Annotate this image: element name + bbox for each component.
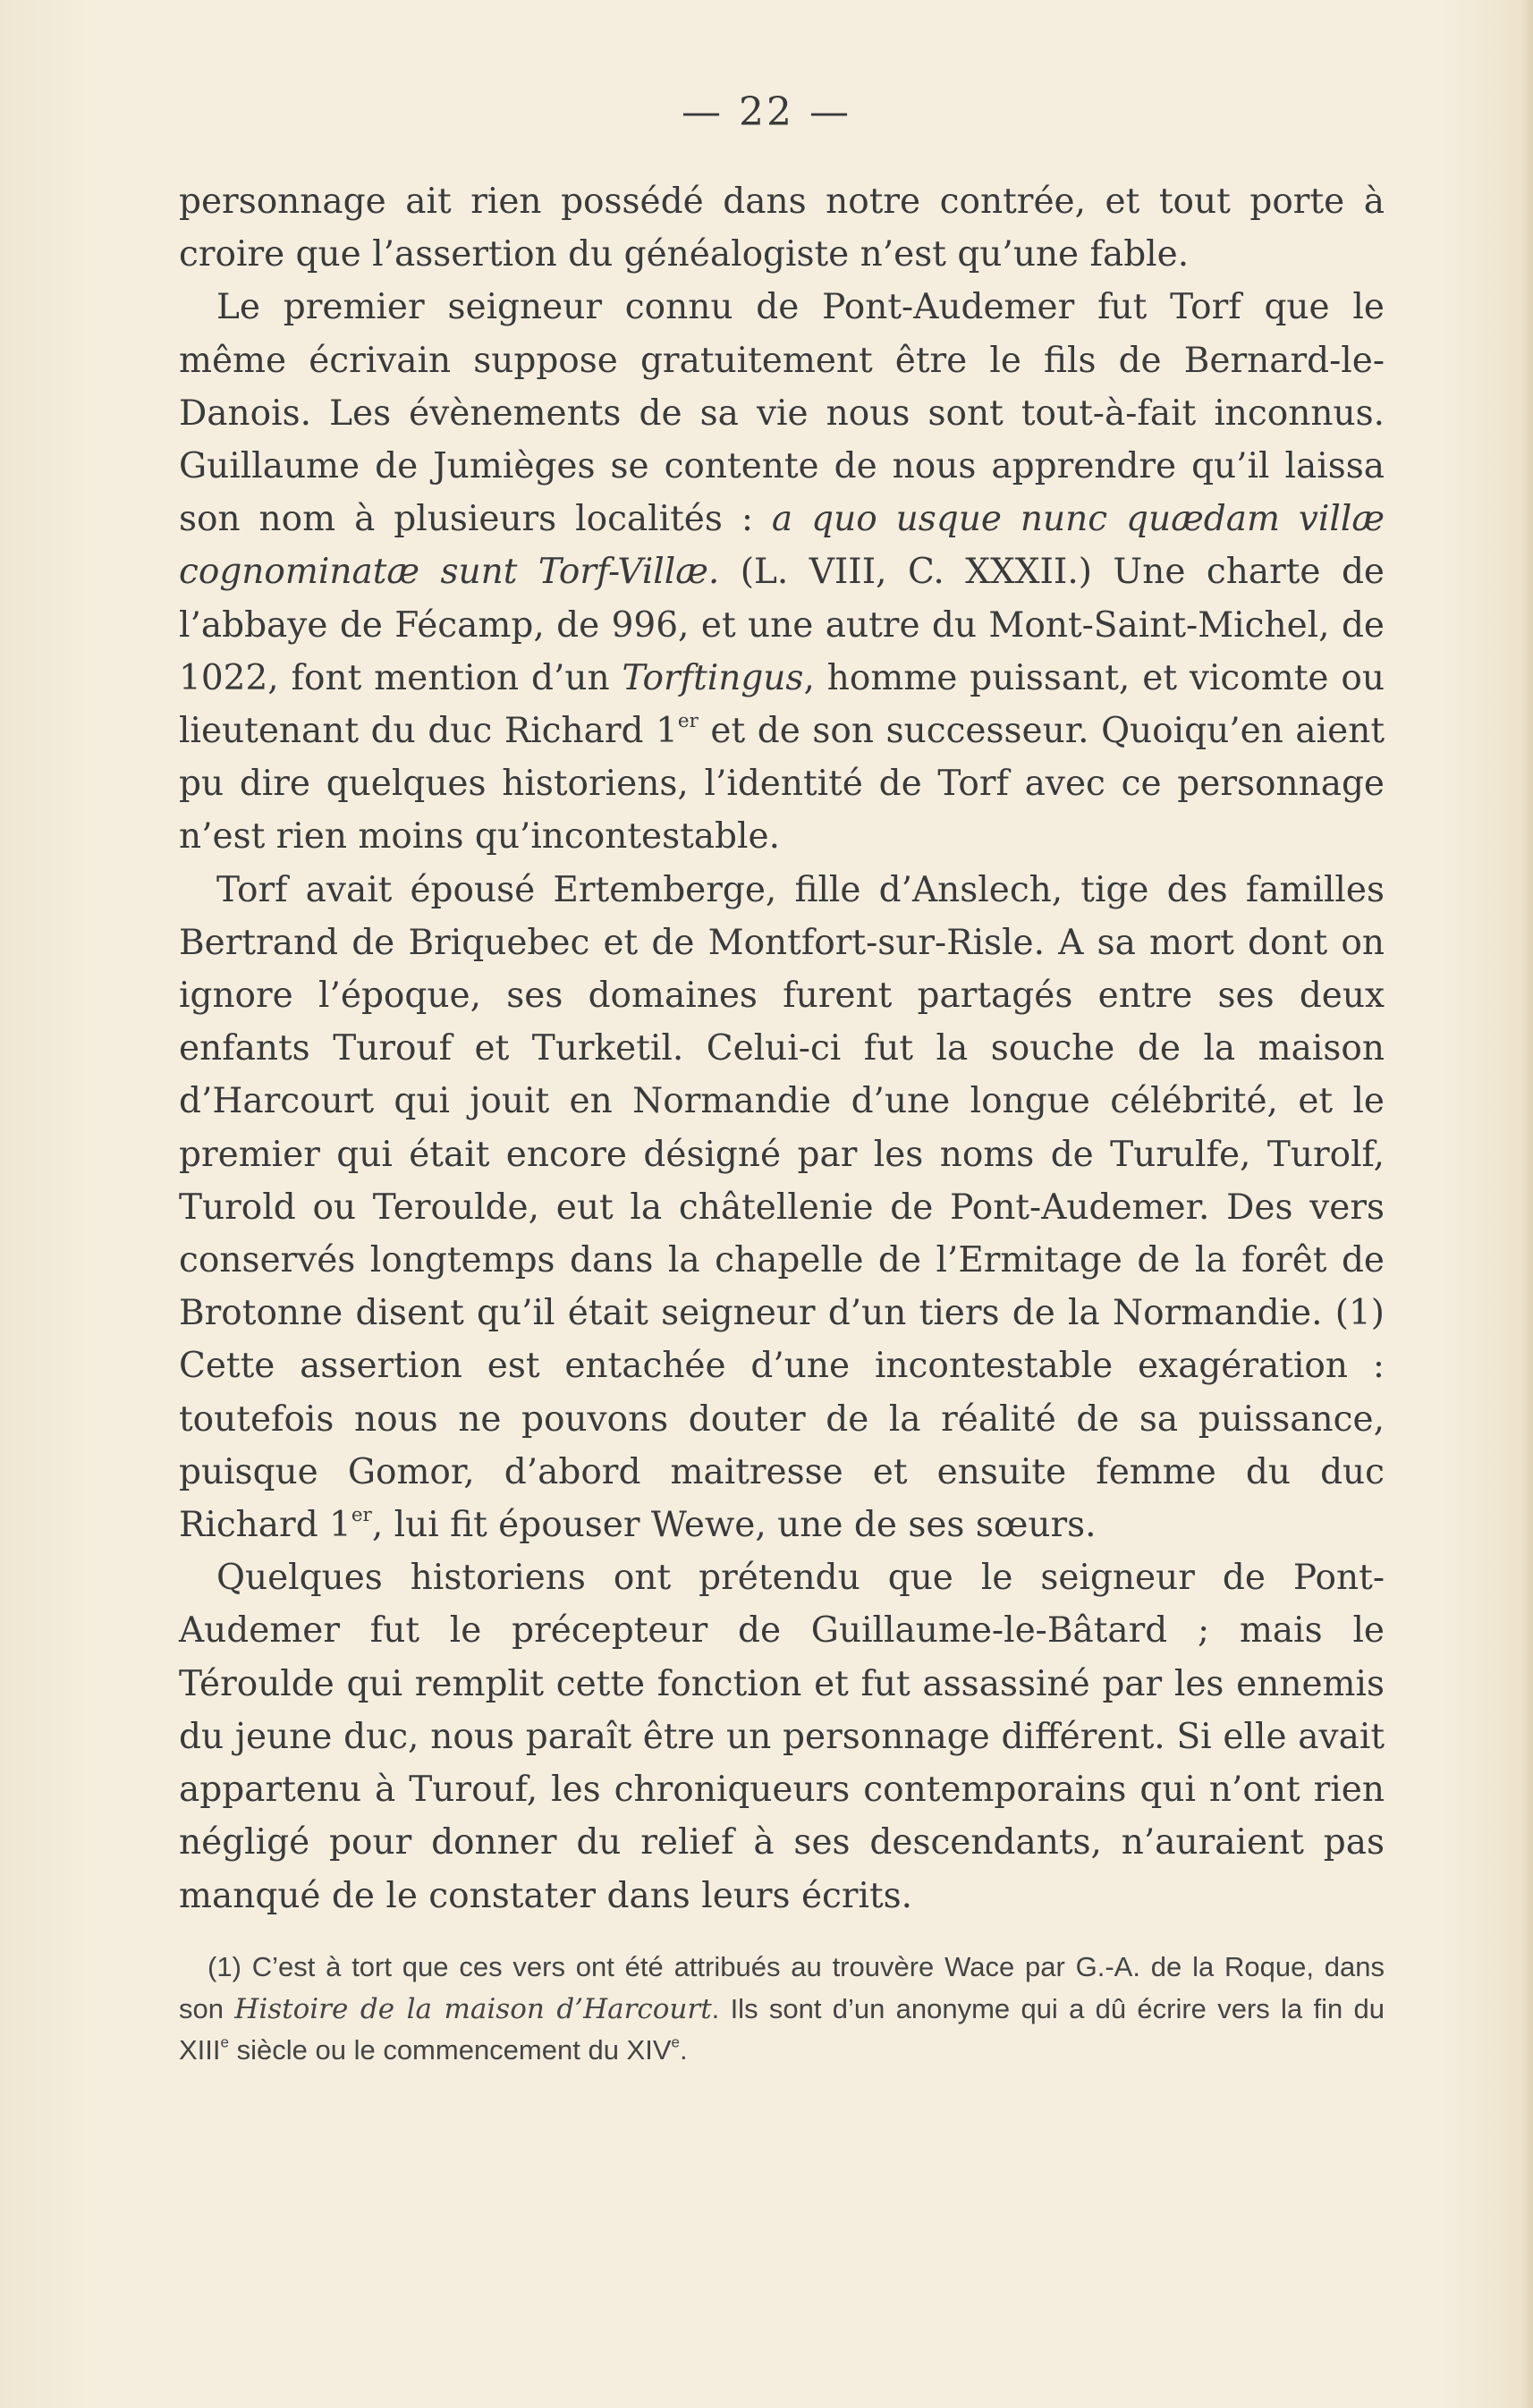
- paragraph-superscript: er: [677, 709, 699, 732]
- paragraph-text: , lui fit épouser Wewe, une de ses sœurs.: [371, 1505, 1097, 1546]
- footnote: [179, 1947, 1385, 2072]
- paragraph-italic-text: Torftingus: [622, 657, 804, 698]
- footnote-text: siècle ou le commencement du XIV: [229, 2034, 672, 2066]
- body-text: [179, 175, 1385, 1922]
- footnote-text: .: [680, 2034, 688, 2066]
- footnote-italic-text: Histoire de la maison d’Harcourt: [234, 1992, 712, 2025]
- paragraph: [179, 175, 1385, 281]
- paragraph-text: (L. VIII, C. XXXII.) Une charte de l’abbaye de Fécamp, de 996, et une autre du Mont-Saint-Michel, de 1022, font mention d’un: [179, 552, 1385, 698]
- paragraph-text: Quelques historiens ont prétendu que le seigneur de Pont-Audemer fut le précepteur de Guillaume-le-Bâtard ; mais le Téroulde qui remplit cette fonction et fut assassiné par les ennemis du jeune duc, nous paraît être un personnage différent. Si elle avait appartenu à Turouf, les chroniqueurs contemporains qui n’ont rien négligé pour donner du relief à ses descendants, n’auraient pas manqué de le constater dans leurs écrits.: [179, 1558, 1385, 1916]
- paragraph-italic-text: a quo usque nunc quædam villæ cognominatæ sunt Torf-Villæ.: [179, 499, 1385, 593]
- paragraph-text: et de son successeur. Quoiqu’en aient pu dire quelques historiens, l’identité de Torf avec ce personnage n’est rien moins qu’incontestable.: [179, 711, 1385, 858]
- paragraph: [179, 864, 1385, 1552]
- footnote-text: (1) C’est à tort que ces vers ont été attribués au trouvère Wace par G.-A. de la Roque, dans son: [179, 1951, 1385, 2024]
- paragraph-superscript: er: [351, 1503, 372, 1526]
- footnote-superscript: e: [671, 2033, 681, 2051]
- footnote-paragraph: [179, 1947, 1385, 2072]
- paragraph-text: Le premier seigneur connu de Pont-Audemer fut Torf que le même écrivain suppose gratuitement être le fils de Bernard-le-Danois. Les évènements de sa vie nous sont tout-à-fait inconnus. Guillaume de Jumièges se contente de nous apprendre qu’il laissa son nom à plusieurs localités :: [179, 287, 1385, 540]
- paragraph-text: Torf avait épousé Ertemberge, fille d’Anslech, tige des familles Bertrand de Briquebec et de Montfort-sur-Risle. A sa mort dont on ignore l’époque, ses domaines furent partagés entre ses deux enfants Turouf et Turketil. Celui-ci fut la souche de la maison d’Harcourt qui jouit en Normandie d’une longue célébrité, et le premier qui était encore désigné par les noms de Turulfe, Turolf, Turold ou Teroulde, eut la châtellenie de Pont-Audemer. Des vers conservés longtemps dans la chapelle de l’Ermitage de la forêt de Brotonne disent qu’il était seigneur d’un tiers de la Normandie. (1) Cette assertion est entachée d’une incontestable exagération : toutefois nous ne pouvons douter de la réalité de sa puissance, puisque Gomor, d’abord maitresse et ensuite femme du duc Richard 1: [179, 869, 1385, 1546]
- paragraph: [179, 281, 1385, 863]
- footnote-text: . Ils sont d’un anonyme qui a dû écrire vers la fin du XIII: [179, 1992, 1385, 2066]
- page-number: — 22 —: [682, 89, 851, 135]
- paragraph-text: , homme puissant, et vicomte ou lieutenant du duc Richard 1: [179, 657, 1385, 752]
- page-edge-shadow: [1520, 0, 1533, 2408]
- paragraph: [179, 1551, 1385, 1922]
- footnote-superscript: e: [220, 2033, 229, 2051]
- paragraph-text: personnage ait rien possédé dans notre contrée, et tout porte à croire que l’assertion du généalogiste n’est qu’une fable.: [179, 182, 1385, 275]
